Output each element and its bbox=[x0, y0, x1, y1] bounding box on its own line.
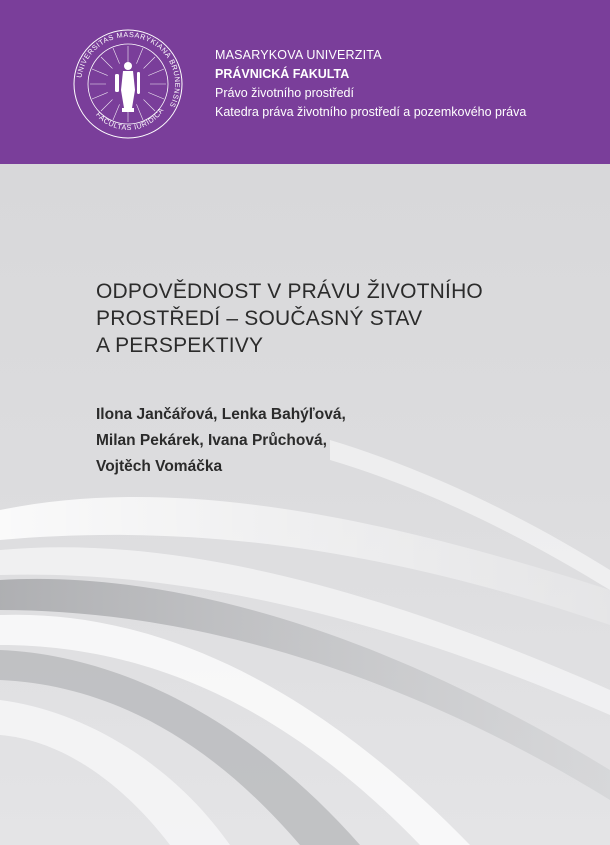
book-authors bbox=[96, 402, 346, 480]
author-line: Ilona Jančářová, Lenka Bahýľová, bbox=[96, 406, 346, 423]
series-name: Právo životního prostředí bbox=[215, 86, 354, 100]
seal-inner-text: FACULTAS IURIDICA bbox=[94, 105, 166, 133]
university-seal-icon bbox=[72, 28, 184, 140]
title-line: ODPOVĚDNOST V PRÁVU ŽIVOTNÍHO bbox=[96, 280, 483, 303]
cover-header bbox=[0, 0, 610, 164]
university-name: MASARYKOVA UNIVERZITA bbox=[215, 48, 382, 62]
author-line: Vojtěch Vomáčka bbox=[96, 458, 223, 475]
title-line: A PERSPEKTIVY bbox=[96, 334, 264, 357]
seal-outer-text: UNIVERSITAS MASARYKIANA BRUNENSIS bbox=[74, 29, 183, 110]
faculty-name: PRÁVNICKÁ FAKULTA bbox=[215, 67, 350, 81]
decorative-waves bbox=[0, 440, 610, 845]
department-name: Katedra práva životního prostředí a pozemkového práva bbox=[215, 105, 527, 119]
book-title bbox=[96, 278, 576, 359]
title-line: PROSTŘEDÍ – SOUČASNÝ STAV bbox=[96, 307, 423, 330]
author-line: Milan Pekárek, Ivana Průchová, bbox=[96, 432, 327, 449]
header-text-block bbox=[215, 46, 526, 122]
